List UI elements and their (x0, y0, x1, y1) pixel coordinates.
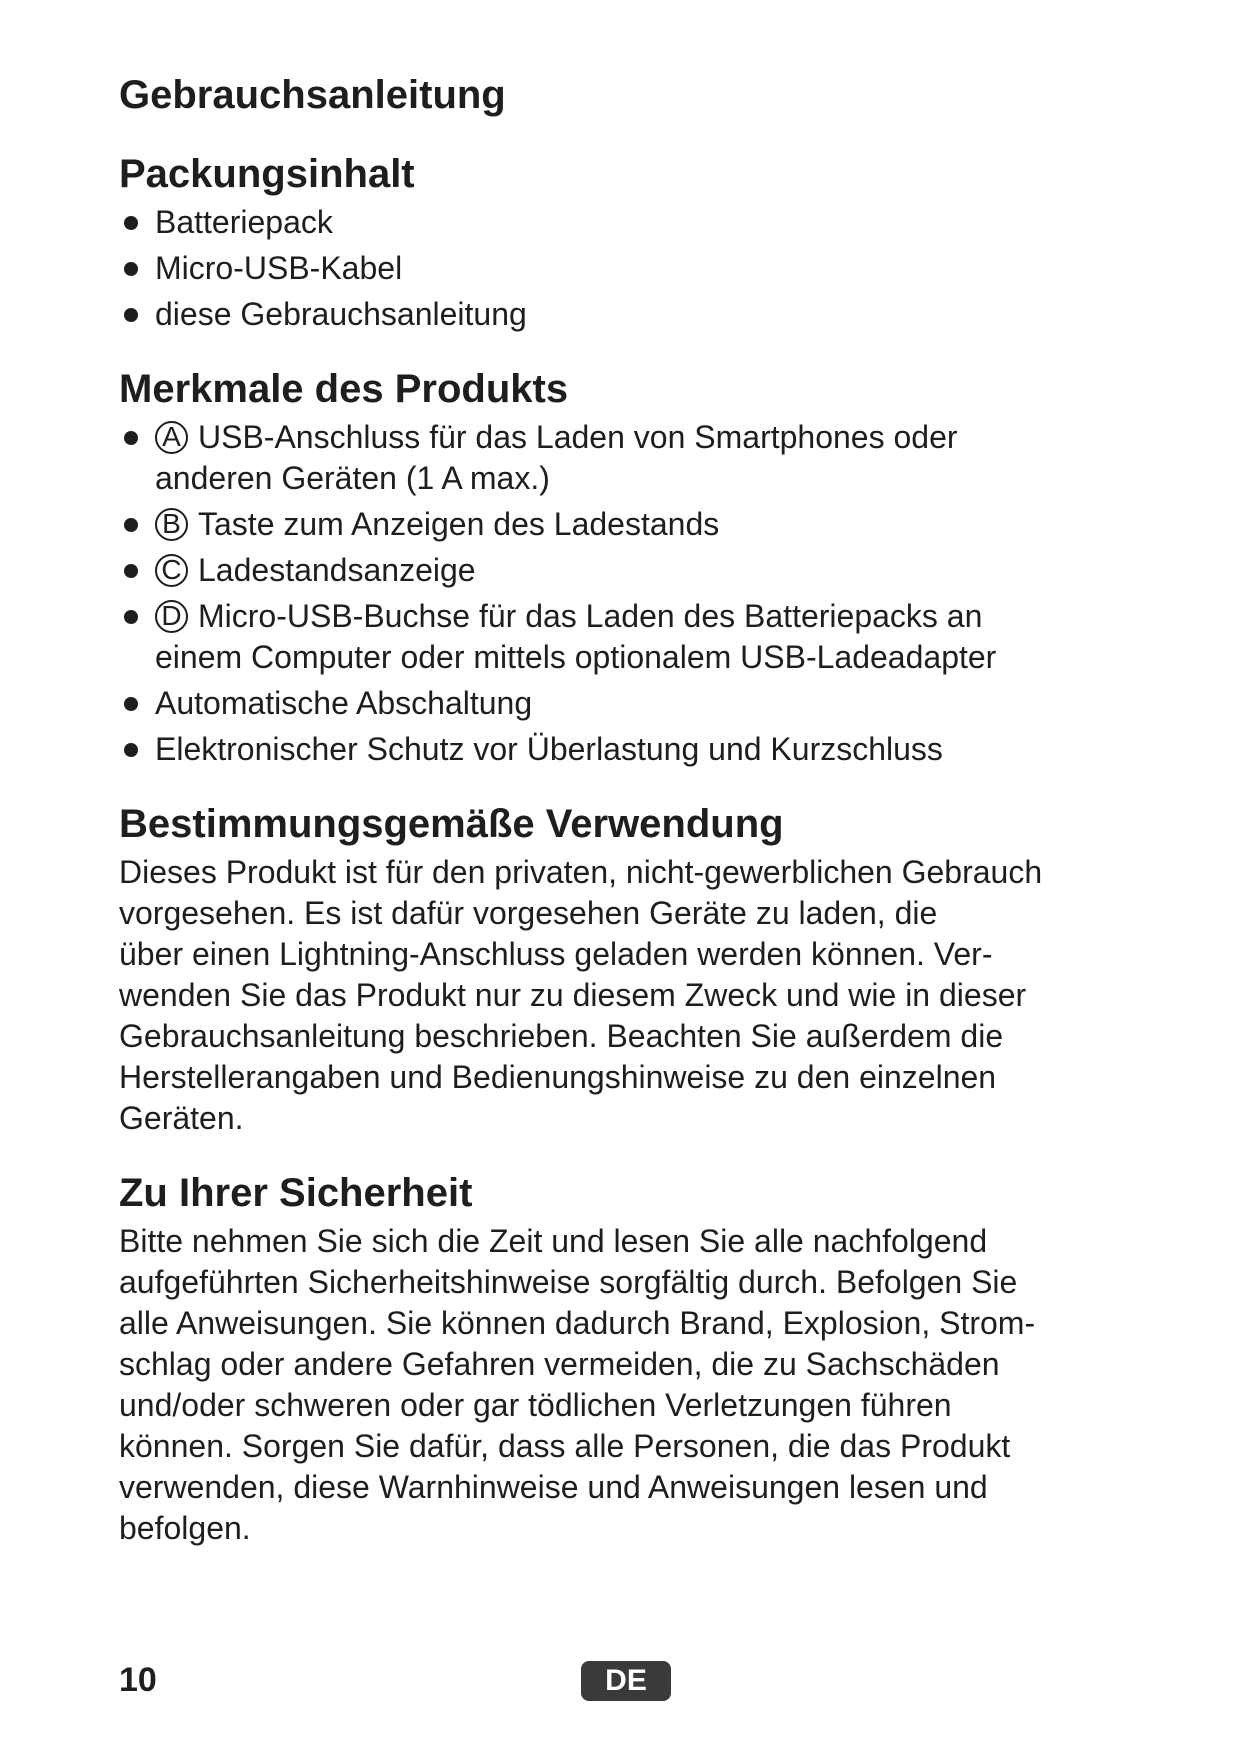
item-text: anderen Geräten (1 A max.) (155, 460, 550, 496)
list-item (119, 550, 1119, 591)
section-package-contents (119, 146, 1119, 335)
item-text: einem Computer oder mittels optionalem USB-Ladeadapter (155, 639, 997, 675)
item-text: Micro-USB-Buchse für das Laden des Batteriepacks an (198, 598, 983, 634)
text-line: schlag oder andere Gefahren vermeiden, die zu Sachschäden (119, 1346, 1000, 1382)
section-heading: Merkmale des Produkts (119, 367, 569, 411)
text-line: verwenden, diese Warnhinweise und Anweisungen lesen und (119, 1469, 988, 1505)
text-line: können. Sorgen Sie dafür, dass alle Personen, die das Produkt (119, 1428, 1011, 1464)
page-number: 10 (119, 1661, 157, 1699)
text-line: Bitte nehmen Sie sich die Zeit und lesen Sie alle nachfolgend (119, 1223, 988, 1259)
paragraph (119, 852, 1119, 1139)
text-line: Dieses Produkt ist für den privaten, nicht-gewerblichen Gebrauch (119, 854, 1043, 890)
list-item: Batteriepack (119, 202, 1119, 243)
text-line: vorgesehen. Es ist dafür vorgesehen Geräte zu laden, die (119, 895, 938, 931)
manual-page (119, 60, 1119, 1549)
text-line: Geräten. (119, 1100, 244, 1136)
text-line: aufgeführten Sicherheitshinweise sorgfältig durch. Befolgen Sie (119, 1264, 1018, 1300)
circled-letter-c-icon: C (155, 554, 188, 587)
list-item (119, 596, 1119, 678)
section-features (119, 361, 1119, 770)
circled-letter-d-icon: D (155, 600, 188, 633)
text-line: befolgen. (119, 1510, 251, 1546)
section-heading: Zu Ihrer Sicherheit (119, 1171, 473, 1215)
circled-letter-a-icon: A (155, 421, 188, 454)
text-line: Gebrauchsanleitung beschrieben. Beachten Sie außerdem die (119, 1018, 1004, 1054)
section-heading: Packungsinhalt (119, 152, 415, 196)
features-list (119, 417, 1119, 770)
text-line: Herstellerangaben und Bedienungshinweise zu den einzelnen (119, 1059, 997, 1095)
page-footer (119, 1655, 1119, 1705)
text-line: alle Anweisungen. Sie können dadurch Brand, Explosion, Strom- (119, 1305, 1036, 1341)
text-line: über einen Lightning-Anschluss geladen werden können. Ver- (119, 936, 993, 972)
text-line: und/oder schweren oder gar tödlichen Verletzungen führen (119, 1387, 952, 1423)
language-badge: DE (581, 1661, 671, 1701)
item-text: Taste zum Anzeigen des Ladestands (198, 506, 720, 542)
page-title: Gebrauchsanleitung (119, 73, 506, 117)
circled-letter-b-icon: B (155, 508, 188, 541)
list-item: Automatische Abschaltung (119, 683, 1119, 724)
item-text: Ladestandsanzeige (198, 552, 476, 588)
list-item (119, 504, 1119, 545)
paragraph (119, 1221, 1119, 1549)
text-line: wenden Sie das Produkt nur zu diesem Zweck und wie in dieser (119, 977, 1027, 1013)
section-safety (119, 1165, 1119, 1549)
list-item: diese Gebrauchsanleitung (119, 294, 1119, 335)
list-item (119, 417, 1119, 499)
section-heading: Bestimmungsgemäße Verwendung (119, 802, 784, 846)
section-intended-use (119, 796, 1119, 1139)
item-text: USB-Anschluss für das Laden von Smartphones oder (198, 419, 958, 455)
list-item: Elektronischer Schutz vor Überlastung und Kurzschluss (119, 729, 1119, 770)
list-item: Micro-USB-Kabel (119, 248, 1119, 289)
contents-list (119, 202, 1119, 335)
